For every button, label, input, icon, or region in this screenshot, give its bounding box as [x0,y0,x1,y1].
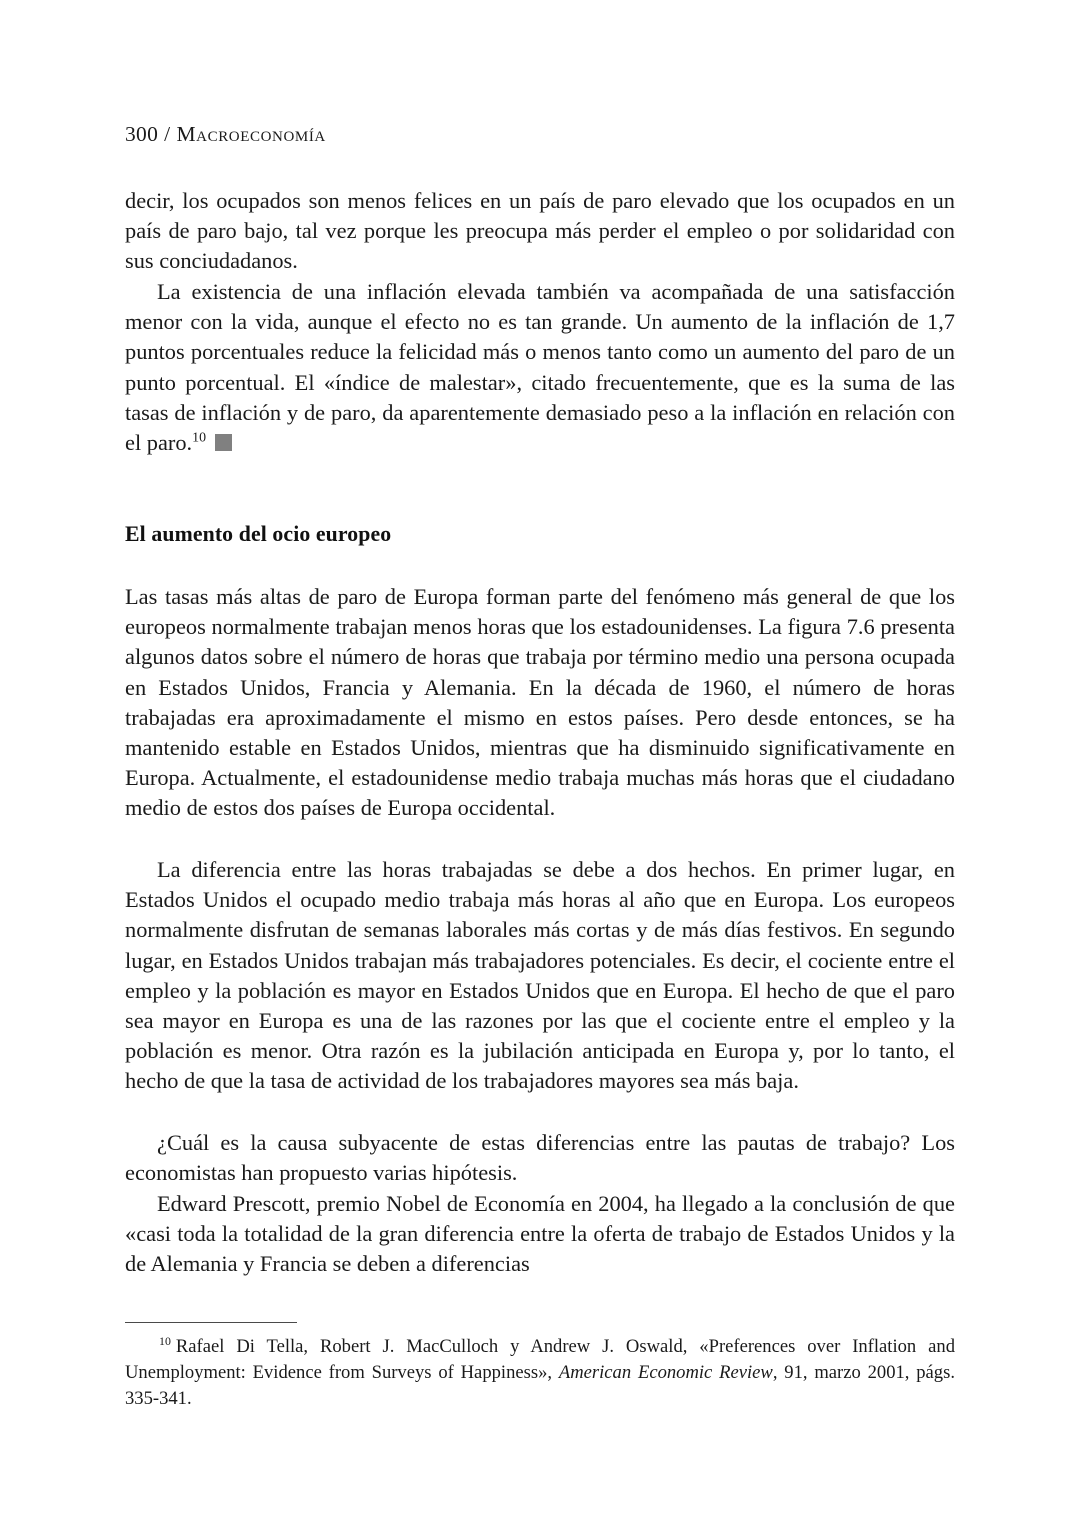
section-heading-ocio-europeo: El aumento del ocio europeo [125,522,392,546]
footnote-text-before: Rafael Di Tella, Robert J. MacCulloch y Andrew J. Oswald, «Preferences over Inflation and Unemployment: Evidence from Surveys of Happiness», [125,1336,955,1383]
paragraph-causa-subyacente: ¿Cuál es la causa subyacente de estas diferencias entre las pautas de trabajo? Los economistas han propuesto varias hipótesis. [125,1130,955,1186]
end-of-section-marker [215,434,232,451]
paragraph-block-5 [125,1128,955,1188]
paragraph-continuation: decir, los ocupados son menos felices en un país de paro elevado que los ocupados en un país de paro bajo, tal vez porque les preocupa más perder el empleo o por solidaridad con sus conciudadanos. [125,188,955,274]
paragraph-edward-prescott: Edward Prescott, premio Nobel de Economía en 2004, ha llegado a la conclusión de que «casi toda la totalidad de la gran diferencia entre la oferta de trabajo de Estados Unidos y la de Alemania y Francia se deben a diferencias [125,1191,955,1277]
paragraph-text: La existencia de una inflación elevada también va acompañada de una satisfacción menor con la vida, aunque el efecto no es tan grande. Un aumento de la inflación de 1,7 puntos porcentuales reduce la felicidad más o menos tanto como un aumento del paro de un punto porcentual. El «índice de malestar», citado frecuentemente, que es la suma de las tasas de inflación y de paro, da aparentemente demasiado peso a la inflación en relación con el paro. [125,279,955,456]
paragraph-diferencia-horas: La diferencia entre las horas trabajadas se debe a dos hechos. En primer lugar, en Estados Unidos el ocupado medio trabaja más horas al año que en Europa. Los europeos normalmente disfrutan de semanas laborales más cortas y de más días festivos. En segundo lugar, en Estados Unidos trabajan más trabajadores potenciales. Es decir, el cociente entre el empleo y la población es mayor en Estados Unidos que en Europa. El hecho de que el paro sea mayor en Europa es una de las razones por las que el cociente entre el empleo y la población es menor. Otra razón es la jubilación anticipada en Europa y, por lo tanto, el hecho de que la tasa de actividad de los trabajadores mayores sea más baja. [125,857,955,1094]
paragraph-block-1 [125,186,955,277]
footnote-journal-title: American Economic Review [558,1362,773,1383]
paragraph-horas-trabajadas: Las tasas más altas de paro de Europa forman parte del fenómeno más general de que los europeos normalmente trabajan menos horas que los estadounidenses. La figura 7.6 presenta algunos datos sobre el número de horas que trabaja por término medio una persona ocupada en Estados Unidos, Francia y Alemania. En la década de 1960, el número de horas trabajadas era aproximadamente el mismo en estos países. Pero desde entonces, se ha mantenido estable en Estados Unidos, mientras que ha disminuido significativamente en Europa. Actualmente, el estadounidense medio trabaja muchas más horas que el ciudadano medio de estos dos países de Europa occidental. [125,584,955,821]
paragraph-block-2 [125,277,955,458]
footnote-reference-10[interactable]: 10 [192,430,207,446]
paragraph-block-6 [125,1189,955,1280]
footnote-number: 10 [159,1333,171,1348]
page-folio-number: 300 [125,122,159,146]
paragraph-inflation-happiness [125,277,955,458]
paragraph-block-3 [125,582,955,824]
running-head [125,122,326,147]
book-title: Macroeconomía [176,122,326,146]
footnote-text-after: , 91, marzo 2001, págs. 335-341. [125,1362,955,1409]
section-heading-block [125,520,955,548]
footnote-area [125,1322,955,1412]
paragraph-block-4 [125,855,955,1097]
footnote-separator-rule [125,1322,297,1323]
running-head-separator: / [164,122,171,146]
footnote-10 [125,1334,955,1412]
